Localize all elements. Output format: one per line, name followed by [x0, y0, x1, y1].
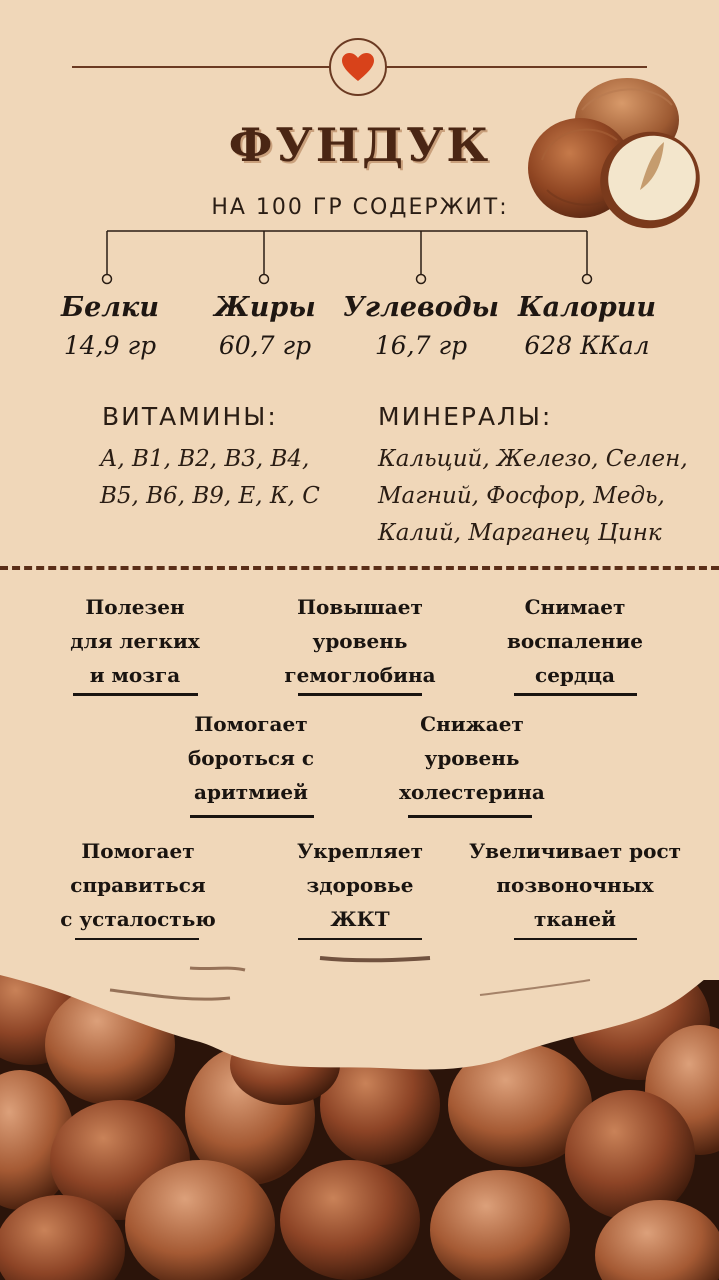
benefit-fatigue — [28, 834, 248, 936]
benefit-line: ЖКТ — [330, 907, 390, 931]
benefit-arrhythmia — [140, 707, 362, 809]
benefit-line: для легких — [70, 629, 200, 653]
nutrient-value: 60,7 гр — [218, 331, 312, 360]
minerals-line: Калий, Марганец Цинк — [378, 520, 662, 546]
benefit-line: позвоночных — [496, 873, 654, 897]
benefit-line: Помогает — [81, 839, 195, 863]
nutrient-value: 628 ККал — [524, 331, 650, 360]
nutrient-value: 14,9 гр — [63, 331, 157, 360]
heart-icon — [341, 52, 375, 82]
benefit-line: Снижает — [420, 712, 524, 736]
nutrient-fat — [180, 292, 350, 360]
benefit-line: Полезен — [85, 595, 185, 619]
nutrient-name: Углеводы — [342, 292, 500, 323]
nutrient-protein — [25, 292, 195, 360]
benefit-line: Помогает — [194, 712, 308, 736]
benefit-line: справиться — [70, 873, 206, 897]
benefit-line: уровень — [424, 746, 520, 770]
benefit-line: сердца — [535, 663, 615, 687]
vitamins-heading: ВИТАМИНЫ: — [102, 402, 278, 431]
minerals-line: Кальций, Железо, Селен, — [378, 446, 688, 472]
minerals-list — [378, 441, 688, 552]
benefit-lungs-brain — [25, 590, 245, 692]
benefit-underline — [73, 693, 198, 696]
benefit-heart-inflammation — [465, 590, 685, 692]
benefit-line: тканей — [534, 907, 616, 931]
benefit-digestive — [250, 834, 470, 936]
vitamins-line: А, В1, В2, В3, В4, — [100, 446, 310, 472]
benefit-line: с усталостью — [60, 907, 216, 931]
nutrient-connector — [0, 228, 719, 288]
nutrient-name: Калории — [518, 292, 656, 323]
benefit-line: Укрепляет — [296, 839, 423, 863]
benefit-underline — [514, 693, 637, 696]
benefit-line: здоровье — [306, 873, 414, 897]
nutrient-value: 16,7 гр — [374, 331, 468, 360]
benefit-line: Увеличивает рост — [468, 839, 682, 863]
vitamins-line: В5, В6, В9, Е, К, С — [100, 483, 320, 509]
benefit-line: аритмией — [194, 780, 308, 804]
hazelnuts-photo — [0, 940, 719, 1280]
benefit-spine-tissue — [450, 834, 700, 936]
benefit-line: холестерина — [399, 780, 545, 804]
benefit-cholesterol — [362, 707, 582, 809]
benefit-underline — [190, 815, 314, 818]
vitamins-list — [100, 441, 320, 515]
benefit-underline — [298, 693, 422, 696]
benefit-line: гемоглобина — [284, 663, 436, 687]
benefit-line: и мозга — [89, 663, 181, 687]
benefit-line: воспаление — [506, 629, 644, 653]
nutrient-name: Белки — [61, 292, 159, 323]
nutrient-carbs — [336, 292, 506, 360]
heart-badge — [329, 38, 387, 96]
benefit-line: Повышает — [297, 595, 423, 619]
page-subtitle: НА 100 ГР СОДЕРЖИТ: — [211, 195, 509, 220]
nutrient-calories — [502, 292, 672, 360]
benefit-underline — [408, 815, 532, 818]
benefit-line: уровень — [312, 629, 408, 653]
benefit-hemoglobin — [250, 590, 470, 692]
section-divider — [0, 566, 719, 570]
benefit-line: Снимает — [524, 595, 626, 619]
nutrient-name: Жиры — [214, 292, 316, 323]
minerals-line: Магний, Фосфор, Медь, — [378, 483, 665, 509]
benefit-line: бороться с — [187, 746, 315, 770]
page-title: ФУНДУК — [228, 118, 492, 172]
minerals-heading: МИНЕРАЛЫ: — [378, 402, 553, 431]
